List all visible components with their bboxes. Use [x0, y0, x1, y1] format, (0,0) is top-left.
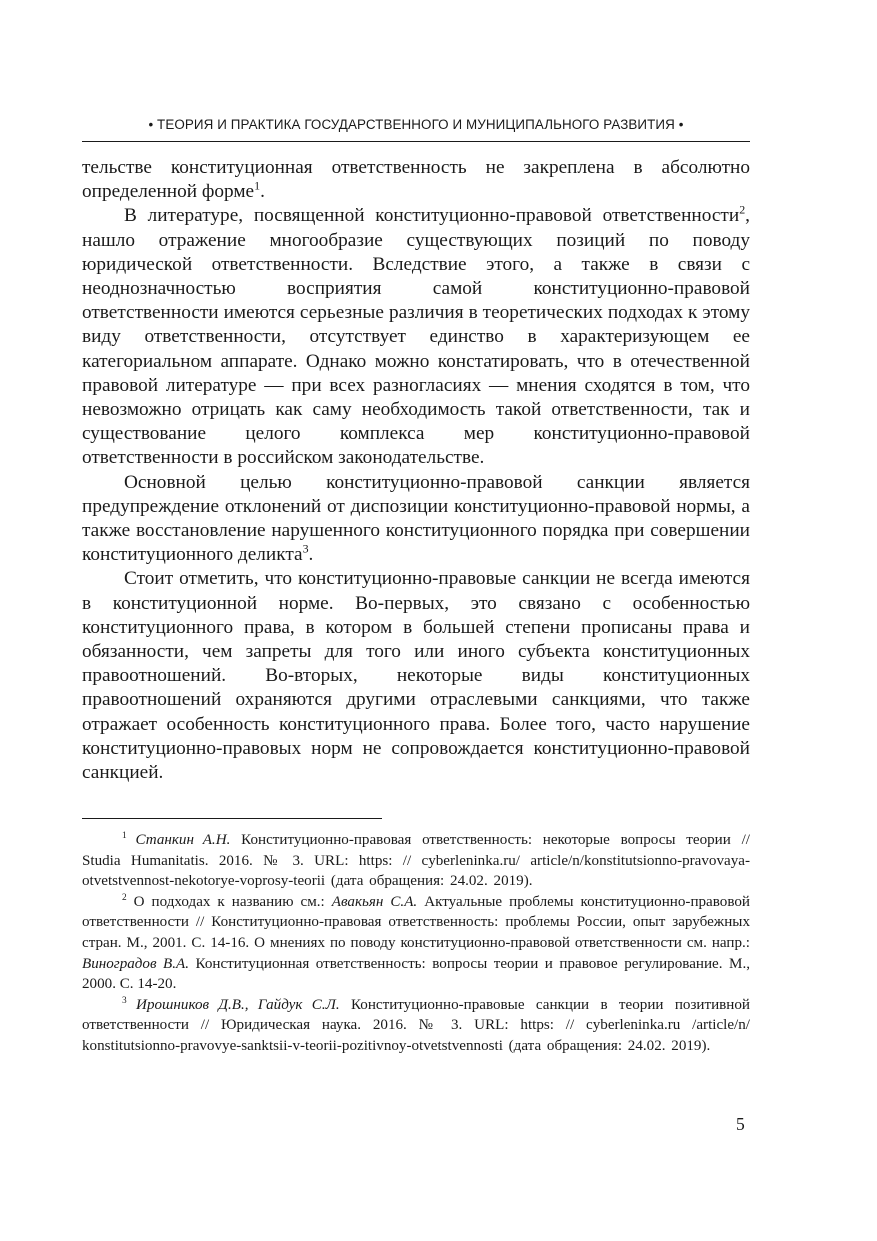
paragraph-1 — [82, 156, 750, 204]
page-number: 5 — [736, 1114, 745, 1134]
footnote-1-text: Конституционно-правовая ответственность: некоторые вопросы теории // Studia Humanitatis. 2016. № 3. URL: https: // cyberleninka.ru/ article/n/konstitutsionno-pravovaya-otvetstvennost-nekotorye-voprosy-teorii (дата обращения: 24.02. 2019). — [82, 832, 750, 890]
paragraph-3 — [82, 471, 750, 568]
footnote-ref-2: 2 — [739, 202, 746, 217]
paragraph-3-text: Основной целью конституционно-правовой санкции является предупреждение отклонений от диспозиции конституционно-правовой нормы, а также восстановление нарушенного конституционного порядка при совершении конституционного деликта — [82, 471, 750, 566]
paragraph-2-text-a: В литературе, посвященной конституционно-правовой ответственности — [124, 205, 740, 227]
footnote-2 — [82, 892, 750, 995]
running-header: • ТЕОРИЯ И ПРАКТИКА ГОСУДАРСТВЕННОГО И МУНИЦИПАЛЬНОГО РАЗВИТИЯ • — [148, 117, 684, 132]
paragraph-2-text-b: , нашло отражение многообразие существующих позиций по поводу юридической ответственности. Вследствие этого, а также в связи с неоднозначностью восприятия самой конституционно-правовой ответственности имеются серьезные различия в теоретических подходах к этому виду ответственности, отсутствует единство в характеризующем ее категориальном аппарате. Однако можно констатировать, что в отечественной правовой литературе — при всех разногласиях — мнения сходятся в том, что невозможно отрицать как саму необходимость такой ответственности, так и существование целого комплекса мер конституционно-правовой ответственности в российском законодательстве. — [82, 205, 750, 469]
footnotes — [82, 830, 750, 1057]
footnote-2-post: Конституционная ответственность: вопросы теории и правовое регулирование. М., 2000. С. 14-20. — [82, 955, 750, 993]
footnote-2-number: 2 — [122, 892, 127, 903]
footnote-1-number: 1 — [122, 830, 127, 841]
footnote-3-text: Конституционно-правовые санкции в теории позитивной ответственности // Юридическая наука. 2016. № 3. URL: https: // cyberleninka.ru /article/n/ konstitutsionno-pravovye-sanktsii-v-teorii-pozitivnoy-otvetstvennosti (дата обращения: 24.02. 2019). — [82, 996, 750, 1054]
footnote-2-mid: Актуальные проблемы конституционно-правовой ответственности // Конституционно-правовая ответственность: проблемы России, опыт зарубежных стран. М., 2001. С. 14-16. О мнениях по поводу конституционно-правовой ответственности см. напр.: — [82, 893, 750, 951]
footnote-3 — [82, 995, 750, 1057]
paragraph-1-end: . — [260, 181, 265, 203]
footnote-divider — [82, 818, 382, 819]
footnote-3-author: Ирошников Д.В., Гайдук С.Л. — [136, 996, 340, 1013]
paragraph-4: Стоит отметить, что конституционно-правовые санкции не всегда имеются в конституционной норме. Во-первых, это связано с особенностью конституционного права, в котором в большей степени прописаны права и обязанности, чем запреты для того или иного субъекта конституционных правоотношений. Во-вторых, некоторые виды конституционных правоотношений охраняются другими отраслевыми санкциями, что также отражает особенность конституционного права. Более того, часто нарушение конституционно-правовых норм не сопровождается конституционно-правовой санкцией. — [82, 568, 750, 784]
footnote-1 — [82, 830, 750, 892]
footnote-ref-1: 1 — [254, 178, 261, 193]
footnote-2-pre: О подходах к названию см.: — [126, 893, 332, 910]
footnote-ref-3: 3 — [302, 541, 309, 556]
footnote-2-author: Авакьян С.А. — [331, 893, 418, 910]
paragraph-2 — [82, 204, 750, 470]
header-divider — [82, 141, 750, 142]
footnote-3-number: 3 — [122, 995, 127, 1006]
main-text — [82, 156, 750, 785]
footnote-1-author: Станкин А.Н. — [135, 832, 231, 848]
paragraph-3-end: . — [308, 544, 314, 566]
footnote-2-author2: Виноградов В.А. — [82, 955, 190, 972]
paragraph-1-text: тельстве конституционная ответственность не закреплена в абсолютно определенной форме — [82, 157, 750, 203]
